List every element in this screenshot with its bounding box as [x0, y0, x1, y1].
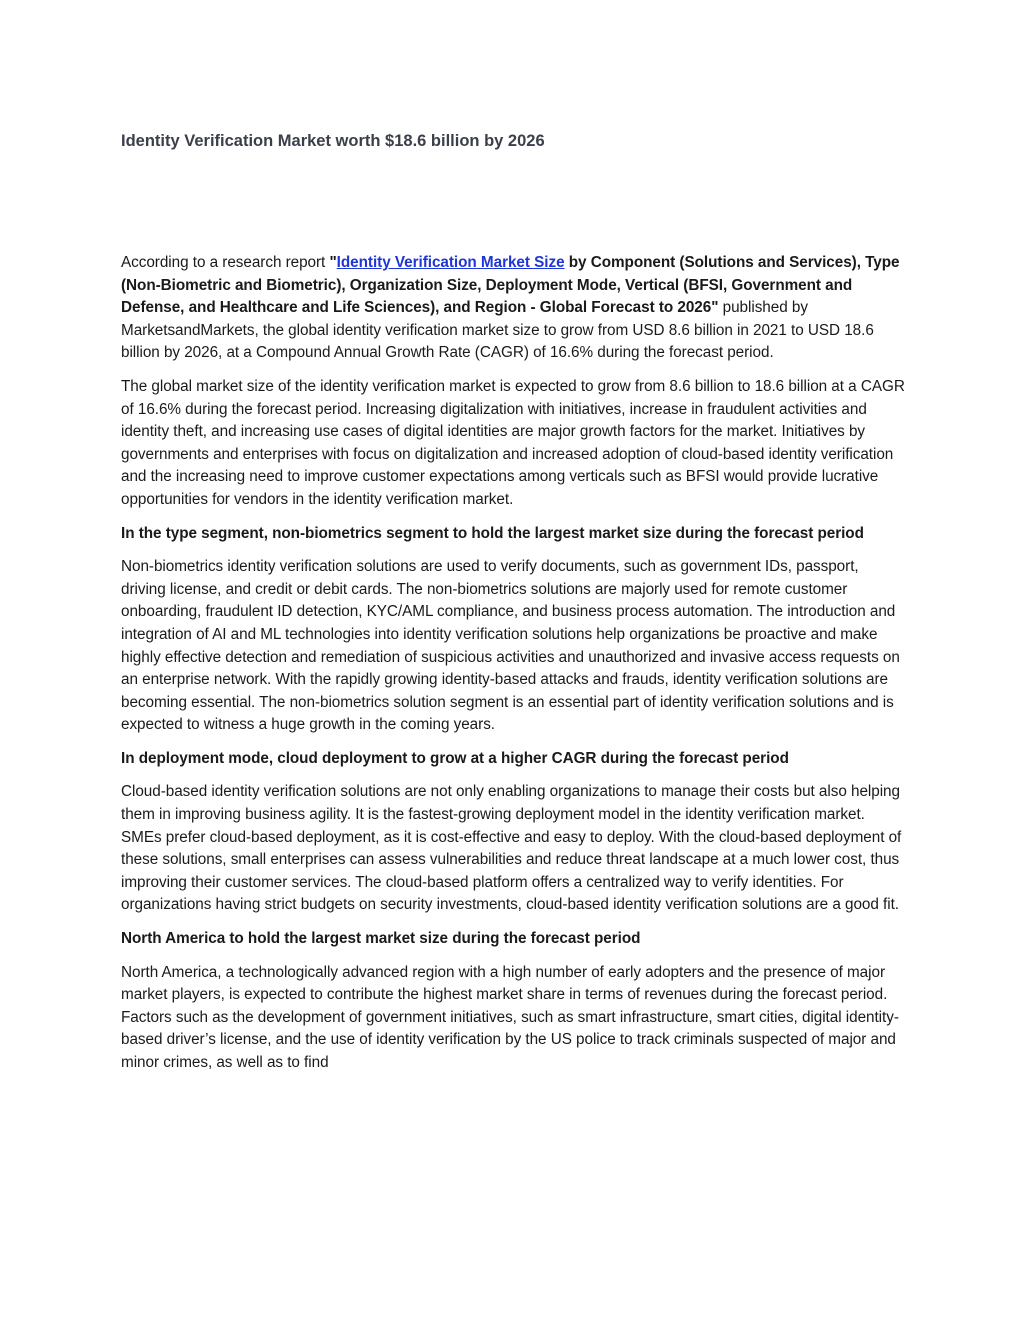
type-segment-heading: In the type segment, non-biometrics segment to hold the largest market size during the forecast period — [121, 524, 864, 542]
report-link[interactable]: Identity Verification Market Size — [336, 254, 565, 271]
intro-lead: According to a research report — [121, 254, 330, 271]
document-title: Identity Verification Market worth $18.6 billion by 2026 — [121, 132, 545, 150]
intro-quote-open: " — [329, 254, 337, 271]
type-segment-paragraph: Non-biometrics identity verification solutions are used to verify documents, such as government IDs, passport, driving license, and credit or debit cards. The non-biometrics solutions are majorly used for remote customer onboarding, fraudulent ID detection, KYC/AML compliance, and business process automation. The introduction and integration of AI and ML technologies into identity verification solutions help organizations be proactive and make highly effective detection and remediation of suspicious activities and unauthorized and invasive access requests on an enterprise network. With the rapidly growing identity-based attacks and frauds, identity verification solutions are becoming essential. The non-biometrics solution segment is an essential part of identity verification solutions and is expected to witness a huge growth in the coming years. — [121, 558, 900, 734]
deployment-mode-paragraph: Cloud-based identity verification solutions are not only enabling organizations to manage their costs but also helping them in improving business agility. It is the fastest-growing deployment model in the identity verification market. SMEs prefer cloud-based deployment, as it is cost-effective and easy to deploy. With the cloud-based deployment of these solutions, small enterprises can assess vulnerabilities and reduce threat landscape at a much lower cost, thus improving their customer services. The cloud-based platform offers a centralized way to verify identities. For organizations having strict budgets on security investments, cloud-based identity verification solutions are a good fit. — [121, 783, 902, 914]
document-body — [121, 252, 907, 1086]
intro-report-title: by Component (Solutions and Services), Type (Non-Biometric and Biometric), Organization Size, Deployment Mode, Vertical (BFSI, Government and Defense, and Healthcare and Life Sciences), and Region - Global Forecast to 2026" — [121, 254, 900, 317]
market-overview-paragraph: The global market size of the identity verification market is expected to grow from 8.6 billion to 18.6 billion at a CAGR of 16.6% during the forecast period. Increasing digitalization with initiatives, increase in fraudulent activities and identity theft, and increasing use cases of digital identities are major growth factors for the market. Initiatives by governments and enterprises with focus on digitalization and increased adoption of cloud-based identity verification and the increasing need to improve customer expectations among verticals such as BFSI would provide lucrative opportunities for vendors in the identity verification market. — [121, 377, 905, 508]
deployment-mode-heading: In deployment mode, cloud deployment to grow at a higher CAGR during the forecast period — [121, 749, 789, 767]
region-heading: North America to hold the largest market size during the forecast period — [121, 930, 641, 948]
intro-tail: published by MarketsandMarkets, the global identity verification market size to grow from USD 8.6 billion in 2021 to USD 18.6 billion by 2026, at a Compound Annual Growth Rate (CAGR) of 16.6% during the forecast period. — [121, 299, 874, 362]
intro-paragraph — [121, 252, 907, 365]
region-paragraph: North America, a technologically advanced region with a high number of early adopters and the presence of major market players, is expected to contribute the highest market share in terms of revenues during the forecast period. Factors such as the development of government initiatives, such as smart infrastructure, smart cities, digital identity-based driver’s license, and the use of identity verification by the US police to track criminals suspected of major and minor crimes, as well as to find — [121, 963, 899, 1071]
